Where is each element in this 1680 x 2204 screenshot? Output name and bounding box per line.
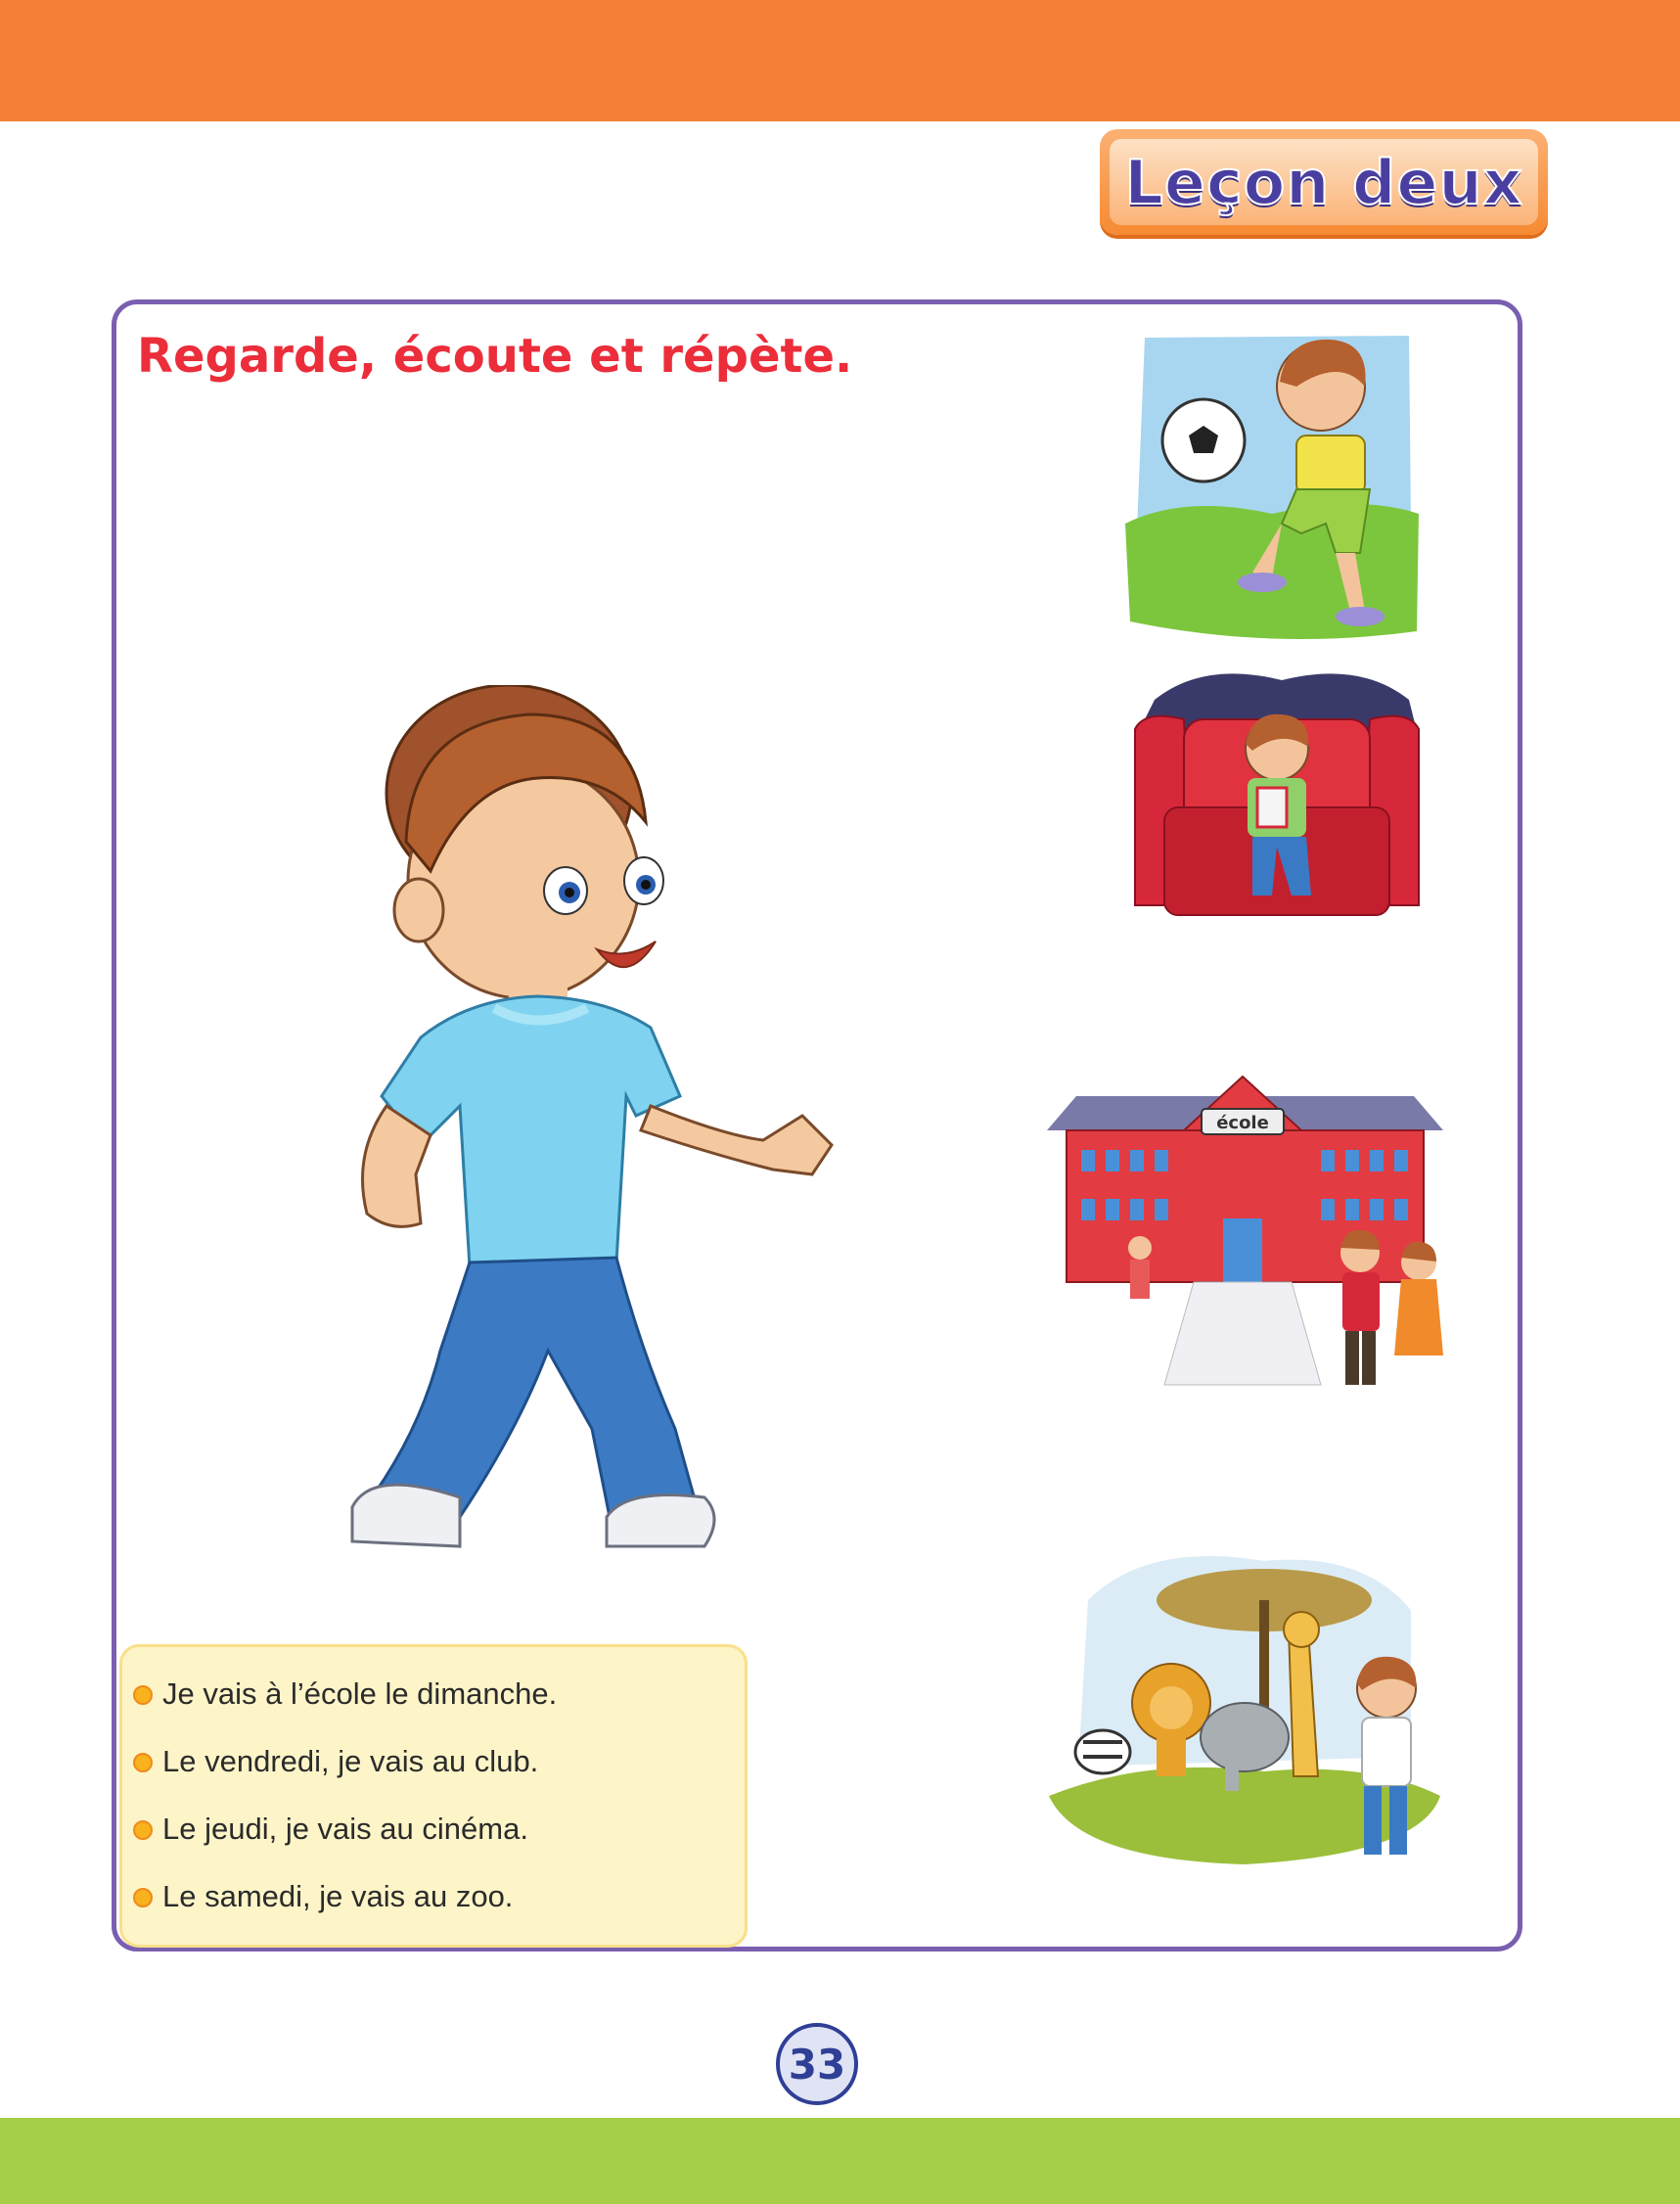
sentence-text: Le jeudi, je vais au cinéma. xyxy=(162,1812,528,1846)
bullet-icon xyxy=(133,1753,153,1772)
sentence-item xyxy=(162,1812,528,1847)
bullet-icon xyxy=(133,1820,153,1840)
sentence-text: Le vendredi, je vais au club. xyxy=(162,1744,539,1778)
lesson-title: Leçon deux xyxy=(1124,146,1523,218)
football-illustration xyxy=(1125,328,1419,641)
bottom-color-band xyxy=(0,2118,1680,2204)
cinema-illustration xyxy=(1125,661,1429,944)
zoo-illustration xyxy=(1049,1541,1440,1889)
sentence-text: Le samedi, je vais au zoo. xyxy=(162,1879,514,1913)
lesson-badge-inner xyxy=(1110,139,1538,225)
page-number: 33 xyxy=(776,2023,858,2105)
instruction-heading: Regarde, écoute et répète. xyxy=(137,329,853,384)
bullet-icon xyxy=(133,1685,153,1705)
sentence-item xyxy=(162,1744,538,1779)
sentence-item xyxy=(162,1676,557,1712)
school-sign: école xyxy=(1216,1113,1269,1133)
boy-illustration xyxy=(313,685,841,1585)
sentence-text: Je vais à l’école le dimanche. xyxy=(162,1676,558,1711)
bullet-icon xyxy=(133,1888,153,1907)
sentence-item xyxy=(162,1879,513,1914)
lesson-badge xyxy=(1100,129,1548,235)
top-color-band xyxy=(0,0,1680,121)
school-illustration xyxy=(1047,1072,1443,1409)
